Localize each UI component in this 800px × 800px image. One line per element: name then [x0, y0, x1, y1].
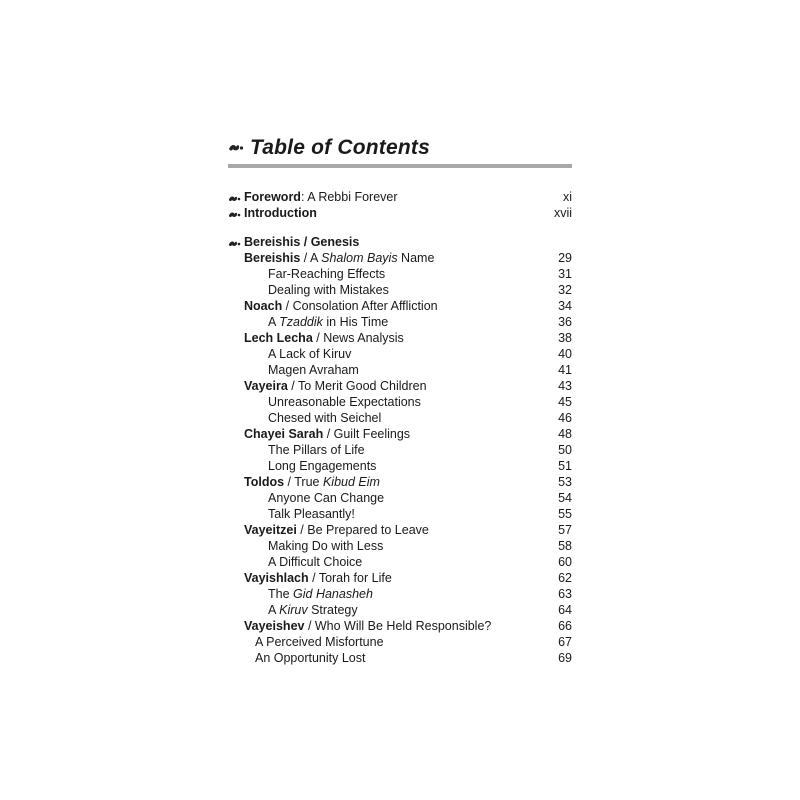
toc-entry-title: Vayeitzei / Be Prepared to Leave: [244, 523, 429, 537]
toc-entry-title: Anyone Can Change: [268, 491, 385, 505]
page-number: 66: [558, 619, 572, 633]
page-number: 60: [558, 555, 572, 569]
toc-entry[interactable]: [228, 282, 572, 298]
toc-entry-title: Noach / Consolation After Affliction: [244, 299, 438, 313]
toc-entry-title: Chesed with Seichel: [268, 411, 382, 425]
toc-entry-title: Bereishis / A Shalom Bayis Name: [244, 251, 435, 265]
toc-entry-title: A Perceived Misfortune: [255, 635, 384, 649]
page-number: 58: [558, 539, 572, 553]
page-number: 45: [558, 395, 572, 409]
toc-entry-title: A Difficult Choice: [268, 555, 363, 569]
page-number: 53: [558, 475, 572, 489]
toc-entry[interactable]: [228, 650, 572, 666]
toc-entry-title: Vayeishev / Who Will Be Held Responsible?: [244, 619, 492, 633]
toc-entry[interactable]: [228, 346, 572, 362]
page-number: 46: [558, 411, 572, 425]
page-number: 34: [558, 299, 572, 313]
toc-entry-title: Lech Lecha / News Analysis: [244, 331, 404, 345]
toc-entry-title: Vayeira / To Merit Good Children: [244, 379, 427, 393]
toc-entry[interactable]: [228, 426, 572, 442]
page-number: 64: [558, 603, 572, 617]
page-number: 62: [558, 571, 572, 585]
toc-entry[interactable]: [228, 634, 572, 650]
page-number: 41: [558, 363, 572, 377]
toc-entry-title: Far-Reaching Effects: [268, 267, 386, 281]
toc-entry-title: A Kiruv Strategy: [268, 603, 358, 617]
toc-entry-title: Talk Pleasantly!: [268, 507, 355, 521]
page-number: xvii: [553, 206, 572, 220]
toc-entry[interactable]: [228, 538, 572, 554]
page-number: 31: [558, 267, 572, 281]
page-number: 43: [558, 379, 572, 393]
toc-entry-title: Making Do with Less: [268, 539, 384, 553]
toc-entry[interactable]: [228, 522, 572, 538]
page-number: 57: [558, 523, 572, 537]
page-number: xi: [562, 190, 572, 204]
toc-introduction-title: Introduction: [244, 206, 317, 220]
toc-entry[interactable]: [228, 314, 572, 330]
toc-entry-title: An Opportunity Lost: [255, 651, 366, 665]
toc-entry-title: The Pillars of Life: [268, 443, 365, 457]
toc-entry-title: A Lack of Kiruv: [268, 347, 352, 361]
toc-section-title: Bereishis / Genesis: [244, 235, 360, 249]
page-number: 29: [558, 251, 572, 265]
toc-entry[interactable]: [228, 490, 572, 506]
page-number: 67: [558, 635, 572, 649]
toc-entry[interactable]: [228, 362, 572, 378]
page-number: 48: [558, 427, 572, 441]
page-number: 51: [558, 459, 572, 473]
title-underline: [228, 164, 572, 168]
page-title: Table of Contents: [250, 136, 430, 159]
toc-entries: [228, 250, 572, 666]
toc-entry[interactable]: [228, 602, 572, 618]
leaf-ornament-icon: [228, 142, 244, 154]
toc-entry[interactable]: [228, 474, 572, 490]
toc-entry-title: Toldos / True Kibud Eim: [244, 475, 380, 489]
toc-entry-title: Vayishlach / Torah for Life: [244, 571, 392, 585]
toc-foreword[interactable]: [228, 189, 572, 205]
page-number: 40: [558, 347, 572, 361]
toc-entry[interactable]: [228, 266, 572, 282]
toc-entry[interactable]: [228, 330, 572, 346]
toc-entry[interactable]: [228, 298, 572, 314]
leaf-ornament-icon: [228, 208, 241, 224]
toc-entry[interactable]: [228, 250, 572, 266]
toc-entry[interactable]: [228, 586, 572, 602]
toc-entry[interactable]: [228, 442, 572, 458]
toc-entry[interactable]: [228, 410, 572, 426]
toc-entry[interactable]: [228, 394, 572, 410]
toc-foreword-title: Foreword: A Rebbi Forever: [244, 190, 398, 204]
page-number: 63: [558, 587, 572, 601]
page-number: 50: [558, 443, 572, 457]
toc-entry[interactable]: [228, 554, 572, 570]
page-number: 32: [558, 283, 572, 297]
toc-heading: [228, 133, 430, 163]
toc-introduction[interactable]: [228, 205, 572, 221]
toc-entry[interactable]: [228, 458, 572, 474]
toc-entry-title: The Gid Hanasheh: [268, 587, 373, 601]
toc-entry-title: A Tzaddik in His Time: [268, 315, 389, 329]
page-number: 38: [558, 331, 572, 345]
page-number: 36: [558, 315, 572, 329]
page-number: 69: [558, 651, 572, 665]
toc-section-bereishis[interactable]: [228, 234, 572, 250]
toc-entry[interactable]: [228, 378, 572, 394]
toc-entry-title: Magen Avraham: [268, 363, 359, 377]
toc-entry-title: Chayei Sarah / Guilt Feelings: [244, 427, 411, 441]
toc-entry[interactable]: [228, 570, 572, 586]
toc-entry-title: Unreasonable Expectations: [268, 395, 421, 409]
toc-entry-title: Long Engagements: [268, 459, 377, 473]
toc-entry[interactable]: [228, 618, 572, 634]
page-number: 55: [558, 507, 572, 521]
page-number: 54: [558, 491, 572, 505]
table-of-contents: [228, 189, 572, 666]
toc-entry-title: Dealing with Mistakes: [268, 283, 389, 297]
toc-entry[interactable]: [228, 506, 572, 522]
